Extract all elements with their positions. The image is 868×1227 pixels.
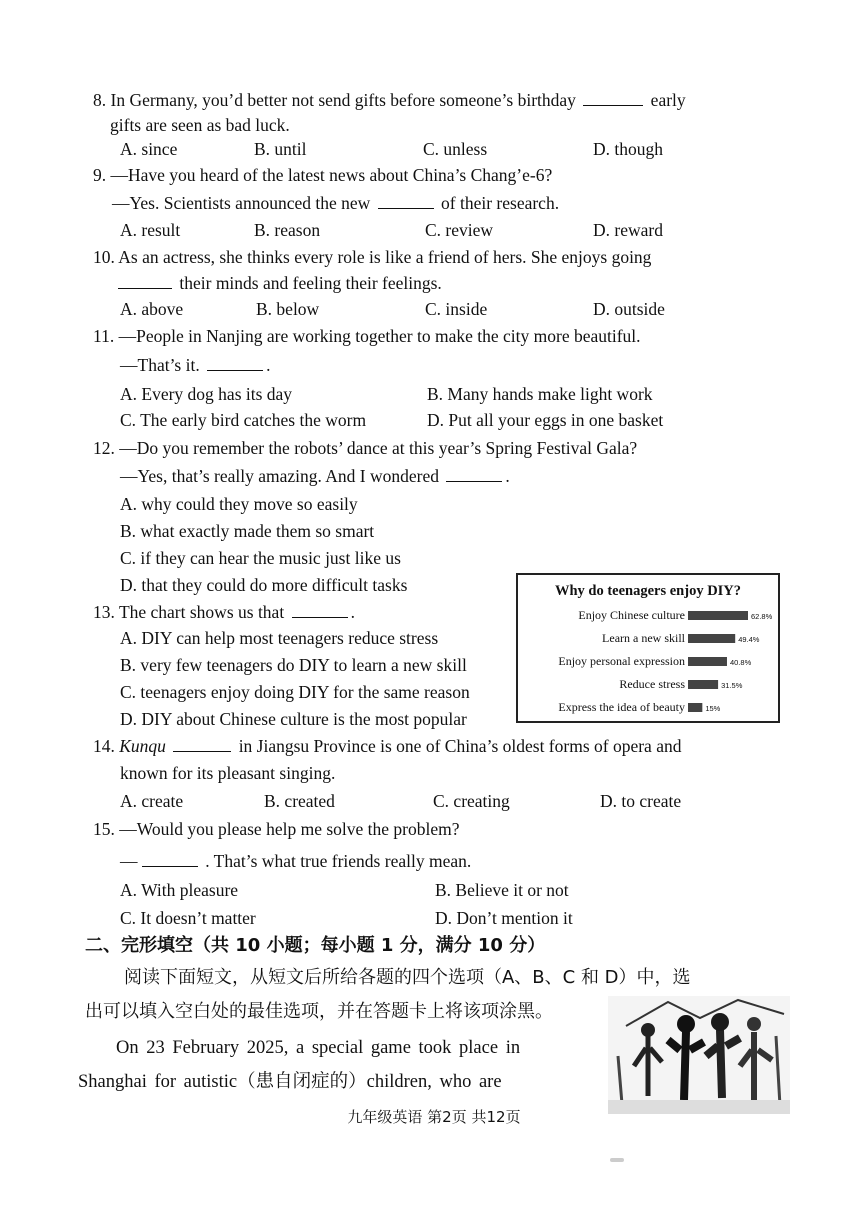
question-stem: Kunqu <box>119 736 166 756</box>
value-label: 15% <box>705 704 721 713</box>
question-stem: —Yes. Scientists announced the new <box>112 193 371 213</box>
question-stem: As an actress, she thinks every role is like a friend of hers. She enjoys going <box>118 247 652 267</box>
option-d: D. outside <box>593 299 665 319</box>
question-number: 9. <box>93 165 107 185</box>
value-label: 62.8% <box>751 612 773 621</box>
question-stem: —Would you please help me solve the problem? <box>119 819 460 839</box>
option-a: A. above <box>120 299 184 319</box>
option-d: D. DIY about Chinese culture is the most popular <box>120 709 467 729</box>
option-c: C. inside <box>425 299 488 319</box>
question-15-line-1 <box>93 818 460 840</box>
value-label: 40.8% <box>729 658 752 667</box>
option-c: C. review <box>425 220 494 240</box>
passage-line-2: Shanghai for autistic（患自闭症的）children, who are <box>78 1072 502 1092</box>
question-stem: . That’s what true friends really mean. <box>205 851 472 871</box>
option-a: A. why could they move so easily <box>120 494 358 514</box>
question-stem: —Do you remember the robots’ dance at this year’s Spring Festival Gala? <box>119 438 638 458</box>
section-heading: 二、完形填空（共 10 小题；每小题 1 分，满分 10 分） <box>85 935 546 956</box>
option-b: B. Believe it or not <box>435 880 569 900</box>
bar <box>688 703 702 712</box>
question-15-line-2 <box>120 850 471 872</box>
page-footer: 九年级英语 第2页 共12页 <box>347 1108 521 1126</box>
question-stem: The chart shows us that <box>118 602 285 622</box>
question-number: 14. <box>93 736 115 756</box>
answer-blank <box>446 467 502 482</box>
value-label: 31.5% <box>721 681 743 690</box>
question-number: 12. <box>93 438 115 458</box>
option-b: B. what exactly made them so smart <box>120 521 375 541</box>
question-9-line-1 <box>93 164 552 186</box>
question-number: 10. <box>93 247 115 267</box>
option-a: A. result <box>120 220 181 240</box>
question-stem: of their research. <box>441 193 560 213</box>
option-d: D. reward <box>593 220 663 240</box>
option-d: D. to create <box>600 791 682 811</box>
question-stem: in Jiangsu Province is one of China’s oldest forms of opera and <box>238 736 682 756</box>
bar <box>688 657 727 666</box>
answer-blank <box>207 356 263 371</box>
question-stem: In Germany, you’d better not send gifts before someone’s birthday <box>110 90 576 110</box>
bar <box>688 634 735 643</box>
option-c: C. creating <box>433 791 510 811</box>
option-a: A. With pleasure <box>120 880 239 900</box>
answer-blank <box>173 737 231 752</box>
question-number: 8. <box>93 90 107 110</box>
option-b: B. reason <box>254 220 321 240</box>
question-10-line-2 <box>118 272 442 294</box>
question-stem: their minds and feeling their feelings. <box>179 273 442 293</box>
option-a: A. since <box>120 139 178 159</box>
question-12-line-1 <box>93 437 637 459</box>
option-d: D. though <box>593 139 663 159</box>
question-9-line-2 <box>112 192 559 214</box>
option-a: A. create <box>120 791 184 811</box>
option-b: B. until <box>254 139 307 159</box>
option-b: B. Many hands make light work <box>427 384 653 404</box>
option-b: B. created <box>264 791 335 811</box>
answer-blank <box>118 274 172 289</box>
answer-blank <box>292 603 348 618</box>
passage-line-1: On 23 February 2025, a special game took place in <box>116 1038 521 1058</box>
question-stem: —Yes, that’s really amazing. And I wondered <box>120 466 439 486</box>
question-11-line-1 <box>93 325 641 347</box>
answer-blank <box>378 194 434 209</box>
option-d: D. that they could do more difficult tasks <box>120 575 408 595</box>
question-stem: early <box>650 90 686 110</box>
question-14-line-2: known for its pleasant singing. <box>120 763 336 783</box>
chart-plot <box>518 575 778 721</box>
question-12-line-2: —Yes, that’s really amazing. And I wondered . <box>120 466 510 486</box>
option-a: A. DIY can help most teenagers reduce stress <box>120 628 439 648</box>
section-instruction-line-1: 阅读下面短文，从短文后所给各题的四个选项（A、B、C 和 D）中，选 <box>124 967 691 988</box>
question-number: 15. <box>93 819 115 839</box>
question-number: 13. <box>93 602 115 622</box>
diy-chart <box>516 573 780 723</box>
option-d: D. Don’t mention it <box>435 908 573 928</box>
bar <box>688 680 718 689</box>
scan-speck <box>610 1158 624 1162</box>
category-label: Learn a new skill <box>602 631 685 645</box>
question-number: 11. <box>93 326 115 346</box>
question-14-line-1 <box>93 735 681 757</box>
question-10-line-1 <box>93 246 651 268</box>
question-13-line-1: 13. The chart shows us that . <box>93 602 355 622</box>
bar <box>688 611 748 620</box>
question-stem: — <box>120 851 138 871</box>
option-b: B. very few teenagers do DIY to learn a new skill <box>120 655 467 675</box>
category-label: Enjoy Chinese culture <box>578 608 685 622</box>
answer-blank <box>583 91 643 106</box>
value-label: 49.4% <box>738 635 760 644</box>
answer-blank <box>142 852 198 867</box>
option-d: D. Put all your eggs in one basket <box>427 410 664 430</box>
question-8-line-2: gifts are seen as bad luck. <box>110 115 290 135</box>
option-c: C. It doesn’t matter <box>120 908 256 928</box>
question-8-line-1 <box>93 89 686 111</box>
category-label: Express the idea of beauty <box>558 700 685 714</box>
option-b: B. below <box>256 299 320 319</box>
option-c: C. The early bird catches the worm <box>120 410 367 430</box>
question-stem: —Have you heard of the latest news about China’s Chang’e-6? <box>110 165 553 185</box>
question-11-line-2: —That’s it. . <box>120 355 271 375</box>
option-c: C. teenagers enjoy doing DIY for the same reason <box>120 682 470 702</box>
question-stem: —People in Nanjing are working together to make the city more beautiful. <box>118 326 641 346</box>
children-game-photo <box>608 996 790 1114</box>
option-c: C. if they can hear the music just like us <box>120 548 401 568</box>
option-a: A. Every dog has its day <box>120 384 293 404</box>
question-stem: —That’s it. <box>120 355 200 375</box>
section-instruction-line-2: 出可以填入空白处的最佳选项，并在答题卡上将该项涂黑。 <box>85 1001 553 1022</box>
option-c: C. unless <box>423 139 488 159</box>
category-label: Enjoy personal expression <box>558 654 685 668</box>
chart-title: Why do teenagers enjoy DIY? <box>554 583 742 599</box>
category-label: Reduce stress <box>619 677 685 691</box>
